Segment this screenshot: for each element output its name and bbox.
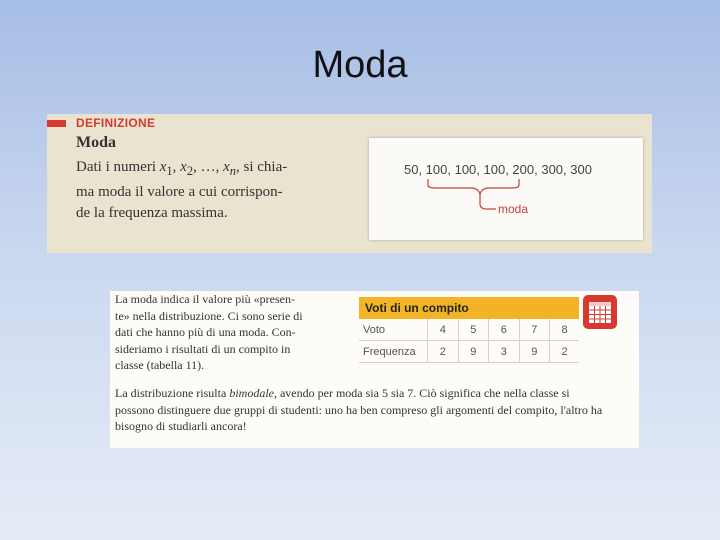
table-cell: 2 xyxy=(550,341,580,363)
table-cell: 9 xyxy=(519,341,550,363)
mode-bracket xyxy=(369,138,643,240)
definition-box xyxy=(47,114,652,253)
table-cell: 6 xyxy=(489,319,520,341)
table-cell: 4 xyxy=(428,319,459,341)
example-mode-label: moda xyxy=(498,202,529,216)
explanation-panel xyxy=(110,291,639,448)
grades-table xyxy=(359,297,579,363)
explanation-paragraph-1: La moda indica il valore più «presen- te» nella distribuzione. Ci sono serie di dati che hanno più di una moda. Con- sideriamo i risultati di un compito in classe (tabella 11). xyxy=(115,292,303,373)
explanation-paragraph-2: La distribuzione risulta bimodale, avendo per moda sia 5 sia 7. Ciò significa che nella classe si possono distinguere due gruppi di studenti: uno ha ben compreso gli argomenti del compito, l'altro ha bisogno di studiarli ancora! xyxy=(115,386,603,434)
table-cell: 7 xyxy=(519,319,550,341)
calculator-grid-icon xyxy=(583,295,617,329)
table-cell: 5 xyxy=(458,319,489,341)
table-cell: 9 xyxy=(458,341,489,363)
definition-marker xyxy=(47,120,66,127)
definition-term: Moda xyxy=(76,134,116,151)
slide-title: Moda xyxy=(312,44,408,86)
example-card xyxy=(369,138,643,240)
definition-text: Dati i numeri $x_1$, $x_2$, …, $x_n$, si chia- ma moda il valore a cui corrispon- de la frequenza massima. xyxy=(76,159,288,221)
example-sequence: 50, 100, 100, 100, 200, 300, 300 xyxy=(404,162,592,177)
table-row xyxy=(359,341,579,363)
table-cell: 3 xyxy=(489,341,520,363)
table-title: Voti di un compito xyxy=(359,297,579,319)
row-label: Voto xyxy=(359,319,428,341)
row-label: Frequenza xyxy=(359,341,428,363)
definition-header: DEFINIZIONE xyxy=(76,116,156,130)
table-row xyxy=(359,319,579,341)
table-cell: 2 xyxy=(428,341,459,363)
table-cell: 8 xyxy=(550,319,580,341)
